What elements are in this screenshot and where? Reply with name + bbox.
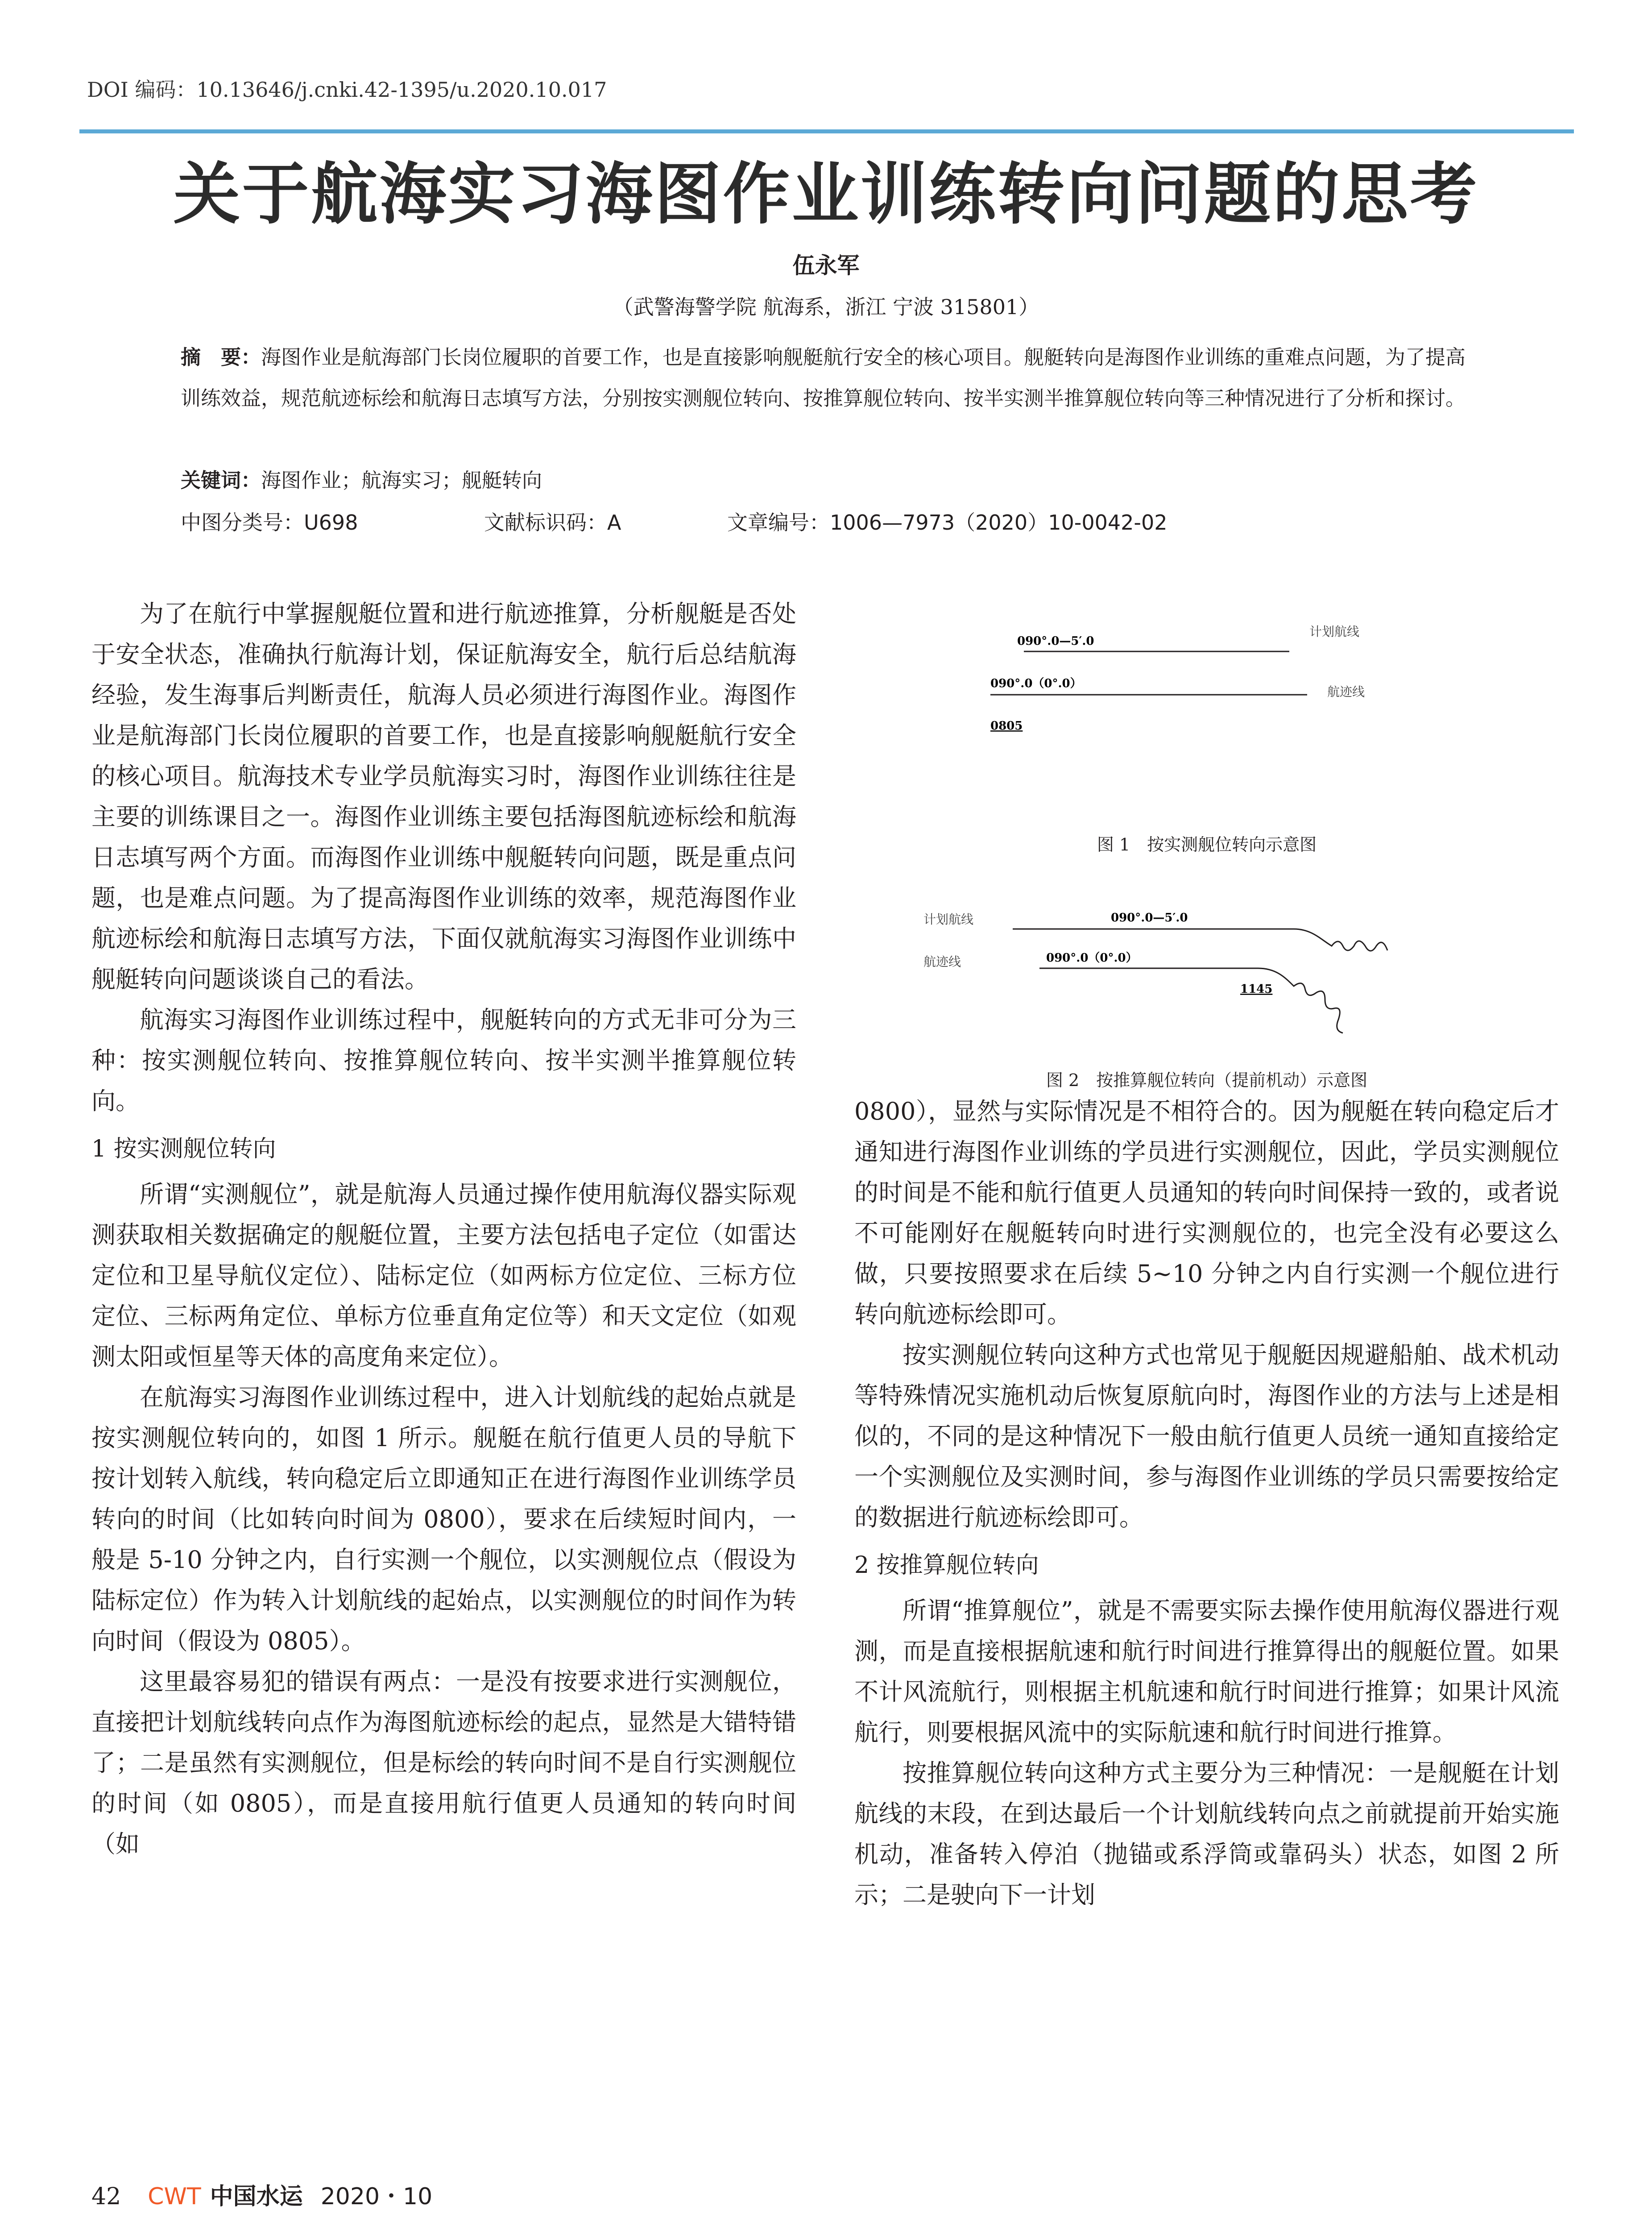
fig1-time: 0805 — [990, 719, 1023, 733]
abstract-text: 海图作业是航海部门长岗位履职的首要工作，也是直接影响舰艇航行安全的核心项目。舰艇转向是海图作业训练的重难点问题，为了提高训练效益，规范航迹标绘和航海日志填写方法，分别按实测舰位转向、按推算舰位转向、按半实测半推算舰位转向等三种情况进行了分析和探讨。 — [181, 345, 1466, 410]
fig2-planned-turn — [1294, 929, 1387, 951]
paragraph: 0800），显然与实际情况是不相符合的。因为舰艇在转向稳定后才通知进行海图作业训练的学员进行实测舰位，因此，学员实测舰位的时间是不能和航行值更人员通知的转向时间保持一致的，或者说不可能刚好在舰艇转向时进行实测舰位的，也完全没有必要这么做，只要按照要求在后续 5~10 分钟之内自行实测一个舰位进行转向航迹标绘即可。 — [854, 1097, 1559, 1328]
right-column — [854, 1091, 1559, 1915]
fig1-line2-label: 090°.0（0°.0） — [990, 677, 1082, 690]
figure-1-caption: 图 1 按实测舰位转向示意图 — [1097, 835, 1317, 854]
abstract — [181, 337, 1483, 419]
paragraph: 在航海实习海图作业训练过程中，进入计划航线的起始点就是按实测舰位转向的，如图 1 所示。舰艇在航行值更人员的导航下按计划转入航线，转向稳定后立即通知正在进行海图作业训练学员转向的时间（比如转向时间为 0800），要求在后续短时间内，一般是 5-10 分钟之内，自行实测一个舰位，以实测舰位点（假设为陆标定位）作为转入计划航线的起始点，以实测舰位的时间作为转向时间（假设为 0805）。 — [91, 1383, 796, 1655]
paragraph: 所谓“推算舰位”，就是不需要实际去操作使用航海仪器进行观测，而是直接根据航速和航行时间进行推算得出的舰艇位置。如果不计风流航行，则根据主机航速和航行时间进行推算；如果计风流航行，则要根据风流中的实际航速和航行时间进行推算。 — [854, 1597, 1559, 1746]
article-title: 关于航海实习海图作业训练转向问题的思考 — [173, 155, 1479, 233]
fig2-line2-label: 090°.0（0°.0） — [1046, 951, 1138, 965]
paragraph: 航海实习海图作业训练过程中，舰艇转向的方式无非可分为三种：按实测舰位转向、按推算舰位转向、按半实测半推算舰位转向。 — [91, 1006, 796, 1115]
paragraph: 为了在航行中掌握舰艇位置和进行航迹推算，分析舰艇是否处于安全状态，准确执行航海计划，保证航海安全，航行后总结航海经验，发生海事后判断责任，航海人员必须进行海图作业。海图作业是航海部门长岗位履职的首要工作，也是直接影响舰艇航行安全的核心项目。航海技术专业学员航海实习时，海图作业训练往往是主要的训练课目之一。海图作业训练主要包括海图航迹标绘和航海日志填写两个方面。而海图作业训练中舰艇转向问题，既是重点问题，也是难点问题。为了提高海图作业训练的效率，规范海图作业航迹标绘和航海日志填写方法，下面仅就航海实习海图作业训练中舰艇转向问题谈谈自己的看法。 — [91, 600, 796, 993]
doc-code: 文献标识码：A — [484, 510, 621, 535]
fig1-line1-label: 090°.0—5′.0 — [1017, 634, 1094, 648]
fig2-line1-name: 计划航线 — [923, 912, 974, 927]
page-number: 42 — [91, 2183, 121, 2210]
doi-line: DOI 编码：10.13646/j.cnki.42-1395/u.2020.10.017 — [87, 78, 607, 102]
article-number: 文章编号：1006—7973（2020）10-0042-02 — [727, 510, 1168, 535]
keywords-text: 海图作业；航海实习；舰艇转向 — [261, 469, 542, 492]
header-rule — [79, 129, 1574, 133]
clc-code: 中图分类号：U698 — [181, 510, 358, 535]
paragraph: 按实测舰位转向这种方式也常见于舰艇因规避船舶、战术机动等特殊情况实施机动后恢复原航向时，海图作业的方法与上述是相似的，不同的是这种情况下一般由航行值更人员统一通知直接给定一个实测舰位及实测时间，参与海图作业训练的学员只需要按给定的数据进行航迹标绘即可。 — [854, 1341, 1559, 1531]
fig1-line2-name: 航迹线 — [1327, 684, 1365, 699]
paragraph: 这里最容易犯的错误有两点：一是没有按要求进行实测舰位，直接把计划航线转向点作为海图航迹标绘的起点，显然是大错特错了；二是虽然有实测舰位，但是标绘的转向时间不是自行实测舰位的时间（如 0805），而是直接用航行值更人员通知的转向时间（如 — [91, 1667, 796, 1858]
fig2-track-turn — [1258, 968, 1343, 1033]
abstract-label: 摘 要： — [181, 345, 261, 369]
section-heading-1: 1 按实测舰位转向 — [91, 1136, 276, 1162]
fig2-time: 1145 — [1240, 983, 1273, 996]
paragraph: 按推算舰位转向这种方式主要分为三种情况：一是舰艇在计划航线的末段，在到达最后一个计划航线转向点之前就提前开始实施机动，准备转入停泊（抛锚或系浮筒或靠码头）状态，如图 2 所示；二是驶向下一计划 — [854, 1759, 1559, 1909]
left-column — [91, 593, 796, 1864]
journal-name: 中国水运 — [210, 2183, 303, 2210]
paragraph: 所谓“实测舰位”，就是航海人员通过操作使用航海仪器实际观测获取相关数据确定的舰艇位置，主要方法包括电子定位（如雷达定位和卫星导航仪定位）、陆标定位（如两标方位定位、三标方位定位、三标两角定位、单标方位垂直角定位等）和天文定位（如观测太阳或恒星等天体的高度角来定位）。 — [91, 1180, 796, 1371]
affiliation: （武警海警学院 航海系，浙江 宁波 315801） — [613, 295, 1039, 319]
keywords-label: 关键词： — [181, 469, 261, 492]
section-heading-2: 2 按推算舰位转向 — [854, 1552, 1039, 1579]
fig2-line1-label: 090°.0—5′.0 — [1111, 911, 1188, 925]
figure-1 — [919, 611, 1445, 745]
fig2-line2-name: 航迹线 — [923, 954, 961, 969]
journal-issue: 2020・10 — [320, 2183, 433, 2210]
author: 伍永军 — [792, 253, 860, 278]
keywords — [181, 464, 542, 493]
journal-logo: CWT — [148, 2183, 201, 2210]
fig1-line1-name: 计划航线 — [1309, 624, 1360, 639]
page-footer — [91, 2177, 432, 2211]
figure-2 — [910, 897, 1459, 1040]
figure-2-caption: 图 2 按推算舰位转向（提前机动）示意图 — [1046, 1070, 1368, 1090]
